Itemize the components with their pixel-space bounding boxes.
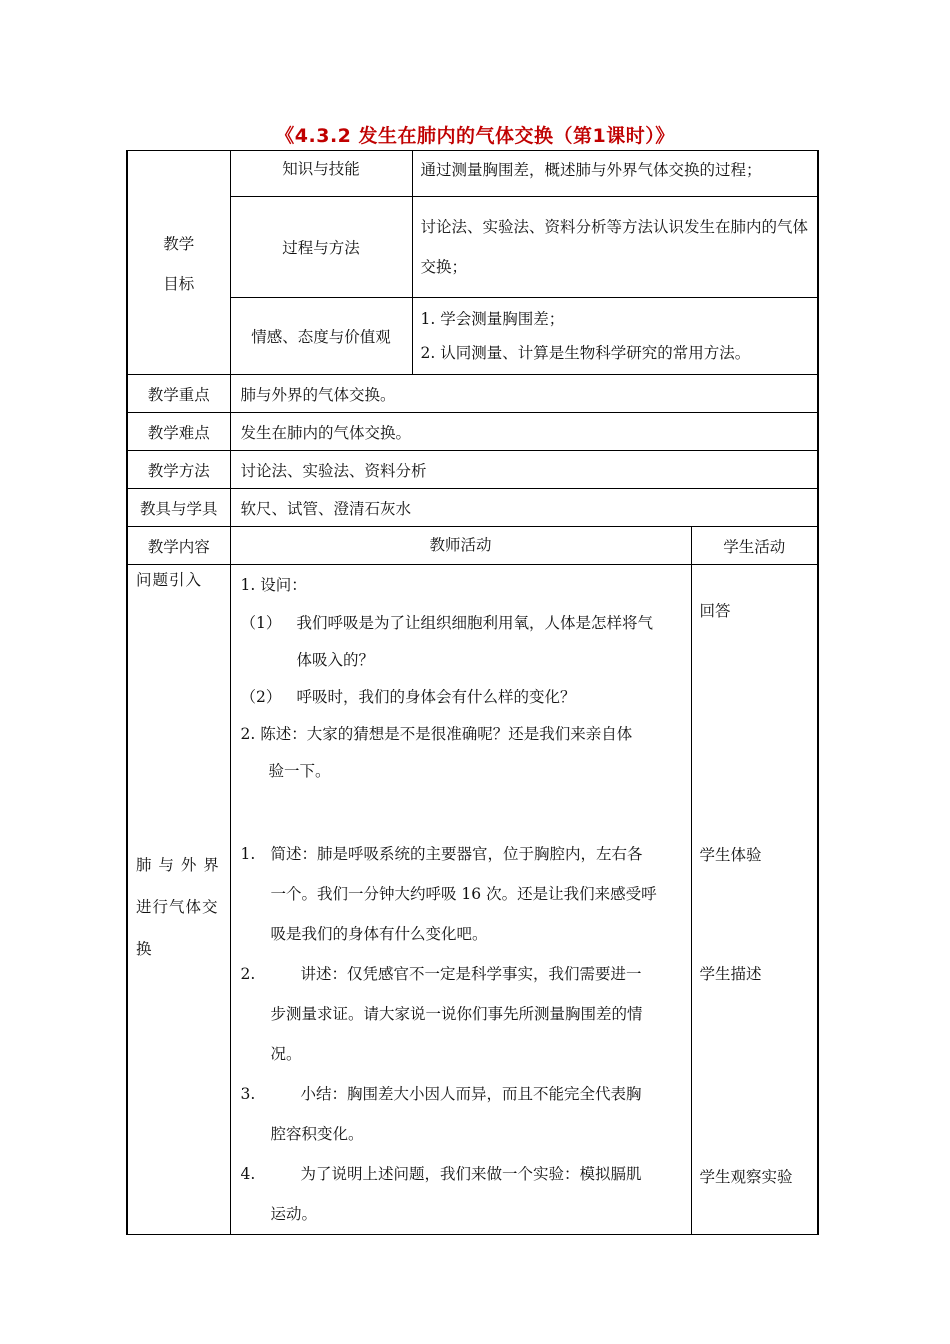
section2-label-line2: 进行气体交 — [136, 898, 219, 916]
objectives-label-cell — [127, 151, 230, 375]
s1-line: 1. 设问： — [240, 576, 307, 594]
activity-body-row — [127, 565, 818, 1235]
s2-item-3 — [241, 1074, 683, 1154]
section2-label-line3: 换 — [136, 940, 153, 958]
student-column — [691, 565, 818, 1235]
s2-text: 运动。 — [270, 1205, 318, 1223]
s2-text: 为了说明上述问题，我们来做一个实验：模拟膈肌 — [300, 1165, 642, 1183]
info-value: 发生在肺内的气体交换。 — [230, 413, 818, 451]
info-value: 肺与外界的气体交换。 — [230, 375, 818, 413]
student-activity: 回答 — [699, 602, 731, 620]
s2-num: 3. — [240, 1085, 256, 1103]
objective-item-1: 1. 学会测量胸围差； — [420, 310, 565, 328]
header-student: 学生活动 — [691, 527, 818, 565]
section1-label: 问题引入 — [136, 571, 203, 589]
s1-line — [241, 679, 683, 716]
s1-line — [241, 605, 683, 642]
s2-text: 步测量求证。请大家说一说你们事先所测量胸围差的情 — [270, 1005, 643, 1023]
objective-row-knowledge — [127, 151, 818, 197]
objective-content: 通过测量胸围差，概述肺与外界气体交换的过程； — [412, 151, 818, 197]
s2-text: 讲述：仅凭感官不一定是科学事实，我们需要进一 — [300, 965, 642, 983]
info-row — [127, 451, 818, 489]
student-activity: 学生体验 — [699, 846, 762, 864]
objective-content: 讨论法、实验法、资料分析等方法认识发生在肺内的气体交换； — [412, 197, 818, 298]
info-label: 教学难点 — [127, 413, 230, 451]
content-column — [127, 565, 230, 1235]
document-title: 《4.3.2 发生在肺内的气体交换（第1课时）》 — [275, 125, 675, 147]
activity-header-row — [127, 527, 818, 565]
s2-num: 2. — [240, 965, 256, 983]
teacher-column — [230, 565, 691, 1235]
s2-text: 腔容积变化。 — [270, 1125, 364, 1143]
objective-row-process — [127, 197, 818, 298]
s2-text: 小结：胸围差大小因人而异，而且不能完全代表胸 — [300, 1085, 642, 1103]
info-row — [127, 489, 818, 527]
s2-text: 吸是我们的身体有什么变化吧。 — [270, 925, 488, 943]
s2-item-4 — [241, 1154, 683, 1234]
info-value: 软尺、试管、澄清石灰水 — [230, 489, 818, 527]
objective-item-2: 2. 认同测量、计算是生物科学研究的常用方法。 — [420, 344, 751, 362]
info-label: 教学重点 — [127, 375, 230, 413]
objective-category: 过程与方法 — [230, 197, 412, 298]
s1-line: 体吸入的？ — [296, 651, 375, 669]
s1-line: 2. 陈述：大家的猜想是不是很准确呢？还是我们来亲自体 — [240, 725, 633, 743]
info-label: 教学方法 — [127, 451, 230, 489]
s1-text: 呼吸时，我们的身体会有什么样的变化？ — [296, 688, 576, 706]
objectives-label-line1: 教学 — [163, 234, 195, 253]
objectives-label-line2: 目标 — [163, 274, 195, 293]
header-teacher: 教师活动 — [230, 527, 691, 565]
s1-line: 验一下。 — [268, 762, 331, 780]
s2-text: 况。 — [270, 1045, 302, 1063]
section2-label-line1: 肺 与 外 界 — [136, 856, 220, 874]
lesson-plan-table — [126, 150, 819, 1235]
s2-num: 4. — [240, 1165, 256, 1183]
student-activity: 学生描述 — [699, 965, 762, 983]
s1-num: （2） — [240, 688, 282, 706]
objective-category: 知识与技能 — [230, 151, 412, 197]
student-activity: 学生观察实验 — [699, 1168, 793, 1186]
objective-row-attitude — [127, 298, 818, 375]
s2-item-2 — [241, 954, 683, 1074]
s2-num: 1. — [240, 845, 256, 863]
s1-num: （1） — [240, 614, 282, 632]
s2-text: 一个。我们一分钟大约呼吸 16 次。还是让我们来感受呼 — [270, 885, 657, 903]
info-row — [127, 413, 818, 451]
header-content: 教学内容 — [127, 527, 230, 565]
s2-text: 简述：肺是呼吸系统的主要器官，位于胸腔内，左右各 — [270, 845, 643, 863]
section2-label — [136, 844, 226, 970]
info-value: 讨论法、实验法、资料分析 — [230, 451, 818, 489]
objective-content — [412, 298, 818, 375]
info-label: 教具与学具 — [127, 489, 230, 527]
objective-category: 情感、态度与价值观 — [230, 298, 412, 375]
s2-item-1 — [241, 834, 683, 954]
info-row — [127, 375, 818, 413]
s1-text: 我们呼吸是为了让组织细胞利用氧，人体是怎样将气 — [296, 614, 654, 632]
